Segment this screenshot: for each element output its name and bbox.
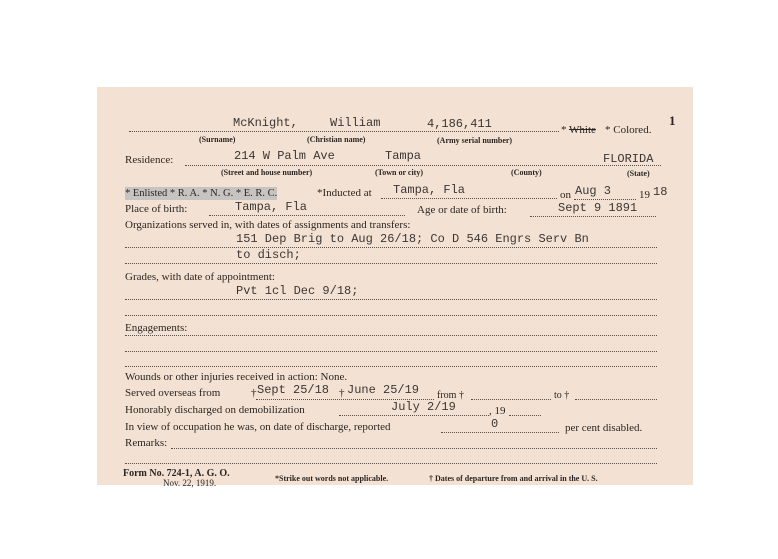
wounds-label: Wounds or other injuries received in action: None. [125, 371, 348, 383]
inducted-at-line [381, 198, 557, 199]
birth-place-value: Tampa, Fla [235, 200, 308, 214]
age-birth-label: Age or date of birth: [417, 204, 507, 216]
county-caption: (County) [511, 168, 542, 177]
christian-name-caption: (Christian name) [307, 135, 366, 144]
disabled-line [441, 432, 559, 433]
form-date: Nov. 22, 1919. [163, 478, 217, 488]
enlisted-options: * Enlisted * R. A. * N. G. * E. R. C. [125, 188, 278, 199]
residence-state-value: FLORIDA [603, 152, 654, 166]
percent-disabled-label: per cent disabled. [565, 422, 643, 434]
served-overseas-label: Served overseas from [125, 387, 221, 399]
occupation-label: In view of occupation he was, on date of discharge, reported [125, 421, 391, 433]
engagements-line-2 [125, 351, 657, 352]
grades-line-2 [125, 315, 657, 316]
race-white: White [569, 124, 596, 136]
organizations-label: Organizations served in, with dates of assignments and transfers: [125, 219, 411, 231]
to-label: to † [554, 390, 570, 401]
name-line [129, 131, 559, 132]
served-from-dagger: † [251, 387, 257, 399]
white-star: * [561, 124, 567, 136]
served-line-3 [575, 399, 657, 400]
grades-line-1 [125, 299, 657, 300]
grade-value: Pvt 1cl Dec 9/18; [236, 284, 359, 298]
surname-caption: (Surname) [199, 135, 236, 144]
surname-value: McKnight, [233, 116, 298, 130]
inducted-on-value: Aug 3 [575, 184, 612, 198]
birth-date-value: Sept 9 1891 [558, 201, 638, 215]
organizations-line-2 [125, 263, 657, 264]
residence-label: Residence: [125, 154, 174, 166]
remarks-line-1 [171, 448, 657, 449]
footnote-strike: *Strike out words not applicable. [275, 474, 389, 483]
inducted-year-value: 18 [653, 185, 668, 199]
birth-date-line [530, 216, 656, 217]
organizations-line-1 [125, 247, 657, 248]
engagements-label: Engagements: [125, 322, 188, 334]
served-to-value: June 25/19 [347, 383, 420, 397]
card-number: 1 [669, 113, 676, 128]
discharged-year-line [509, 415, 541, 416]
race-colored: * Colored. [605, 124, 652, 136]
town-caption: (Town or city) [375, 168, 423, 177]
discharged-value: July 2/19 [391, 400, 456, 414]
discharged-line [339, 415, 489, 416]
served-line-2 [471, 399, 551, 400]
inducted-on-line [574, 199, 636, 200]
discharged-year-prefix: , 19 [489, 405, 506, 417]
service-record-card [97, 87, 693, 488]
residence-line [185, 165, 661, 166]
form-number: Form No. 724-1, A. G. O. [123, 468, 230, 479]
street-caption: (Street and house number) [221, 168, 313, 177]
honorably-discharged-label: Honorably discharged on demobilization [125, 404, 305, 416]
serial-caption: (Army serial number) [437, 136, 513, 145]
state-caption: (State) [627, 169, 650, 178]
footnote-dates: † Dates of departure from and arrival in the U. S. [429, 474, 598, 483]
organization-line-2: to disch; [236, 248, 301, 262]
served-from-value: Sept 25/18 [257, 383, 330, 397]
engagements-line-3 [125, 366, 657, 367]
engagements-line-1 [125, 335, 657, 336]
served-to-dagger: † [339, 387, 345, 399]
birth-place-line [209, 215, 405, 216]
serial-number-value: 4,186,411 [427, 117, 492, 131]
disabled-percent-value: 0 [491, 417, 499, 431]
christian-name-value: William [330, 116, 381, 130]
from-label: from † [437, 390, 464, 401]
residence-town-value: Tampa [385, 149, 422, 163]
remarks-label: Remarks: [125, 437, 168, 449]
on-label: on [560, 189, 571, 201]
remarks-line-2 [125, 463, 657, 464]
grades-label: Grades, with date of appointment: [125, 271, 275, 283]
organization-line-1: 151 Dep Brig to Aug 26/18; Co D 546 Engrs Serv Bn [236, 232, 589, 246]
inducted-label: *Inducted at [317, 187, 372, 199]
inducted-at-value: Tampa, Fla [393, 183, 466, 197]
residence-street-value: 214 W Palm Ave [234, 149, 335, 163]
place-of-birth-label: Place of birth: [125, 203, 188, 215]
year-prefix: 19 [639, 189, 650, 201]
